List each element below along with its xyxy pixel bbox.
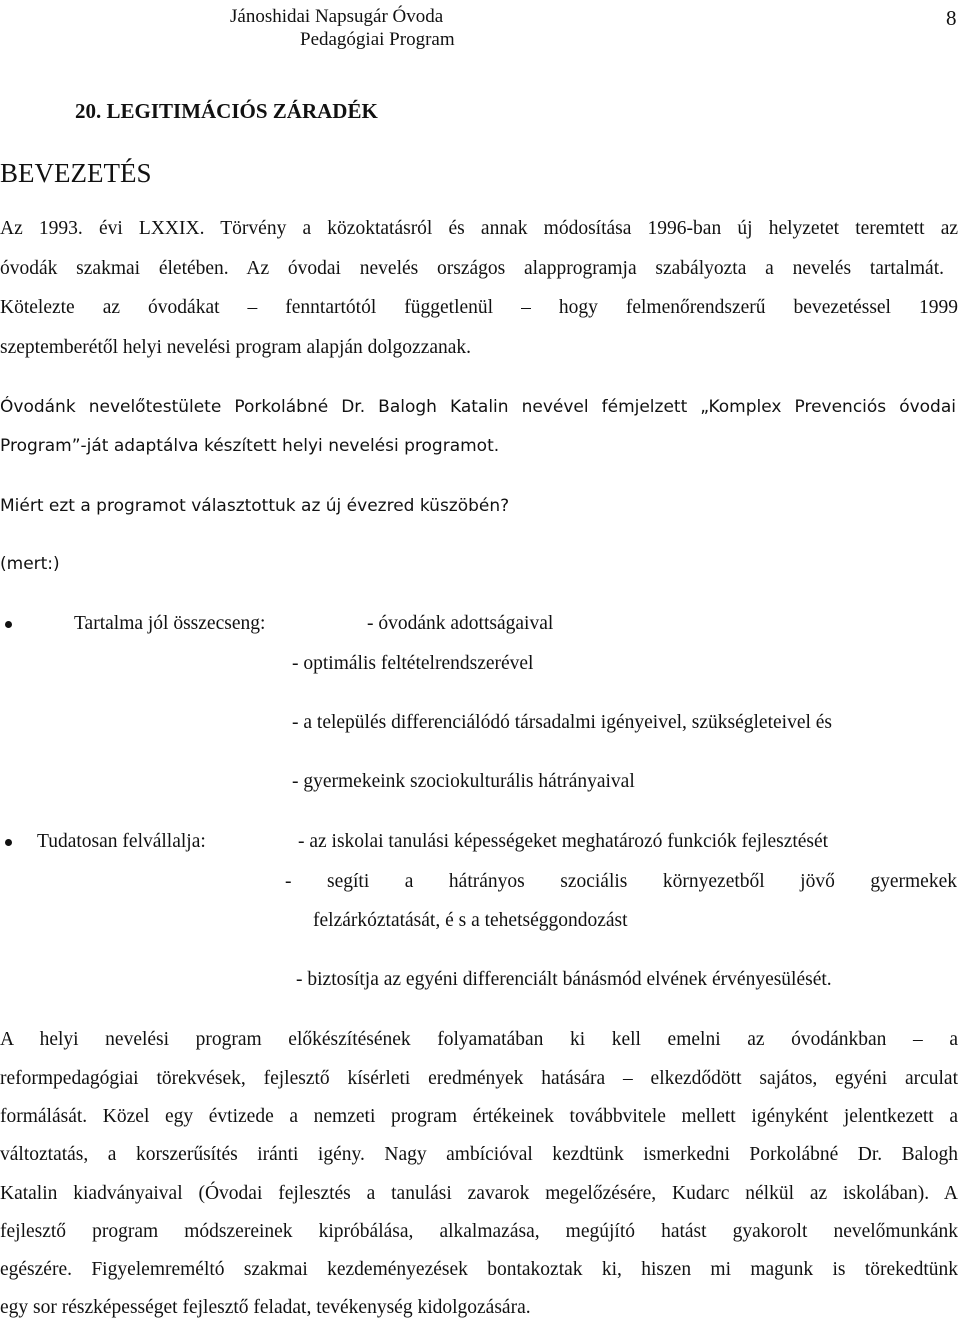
list-item: - segíti a hátrányos szociális környezetből jövő gyermekek xyxy=(285,871,957,892)
paragraph-line: formálását. Közel egy évtizede a nemzeti program értékeinek továbbvitele mellett igényként jelentkezett a xyxy=(0,1106,958,1127)
list-item: - az iskolai tanulási képességeket meghatározó funkciók fejlesztését xyxy=(298,831,829,852)
because-label: (mert:) xyxy=(0,554,60,574)
paragraph-line: szeptemberétől helyi nevelési program alapján dolgozzanak. xyxy=(0,337,472,358)
paragraph-line: Katalin kiadványaival (Óvodai fejlesztés a tanulási zavarok megelőzésére, Kudarc nélkül az iskolában). A xyxy=(0,1183,958,1204)
paragraph-line: változtatás, a korszerűsítés iránti igény. Nagy ambícióval kezdtünk ismerkedni Porkolábné Dr. Balogh xyxy=(0,1144,958,1165)
list-label: Tudatosan felvállalja: xyxy=(37,831,206,852)
paragraph-line: Program”-ját adaptálva készített helyi nevelési programot. xyxy=(0,436,500,456)
list-item: - óvodánk adottságaival xyxy=(367,613,554,634)
list-item: - a település differenciálódó társadalmi igényeivel, szükségleteivel és xyxy=(292,712,833,733)
paragraph-line: Kötelezte az óvodákat – fenntartótól függetlenül – hogy felmenőrendszerű bevezetéssel 1999 xyxy=(0,297,958,318)
list-item: - optimális feltételrendszerével xyxy=(292,653,534,674)
paragraph-line: fejlesztő program módszereinek kipróbálása, alkalmazása, megújító hatást gyakorolt nevelőmunkánk xyxy=(0,1221,958,1242)
header-document-title: Pedagógiai Program xyxy=(300,29,455,50)
intro-heading: BEVEZETÉS xyxy=(0,158,152,188)
header-school-name: Jánoshidai Napsugár Óvoda xyxy=(230,6,444,27)
list-item-continuation: felzárkóztatását, é s a tehetséggondozást xyxy=(313,910,628,931)
paragraph-line: Az 1993. évi LXXIX. Törvény a közoktatásról és annak módosítása 1996-ban új helyzetet teremtett az xyxy=(0,218,958,239)
bullet-icon xyxy=(5,839,12,846)
section-heading: 20. LEGITIMÁCIÓS ZÁRADÉK xyxy=(75,99,378,123)
bullet-icon xyxy=(5,621,12,628)
question-line: Miért ezt a programot választottuk az új évezred küszöbén? xyxy=(0,496,510,516)
paragraph-line: reformpedagógiai törekvések, fejlesztő kísérleti eredmények hatására – elkezdődött sajátos, egyéni arculat xyxy=(0,1068,958,1089)
list-item: - biztosítja az egyéni differenciált bánásmód elvének érvényesülését. xyxy=(296,969,832,990)
page-number: 8 xyxy=(946,6,957,30)
paragraph-line: egészére. Figyelemreméltó szakmai kezdeményezések bontakoztak ki, hiszen mi magunk is törekedtünk xyxy=(0,1259,958,1280)
paragraph-line: A helyi nevelési program előkészítésének folyamatában ki kell emelni az óvodánkban – a xyxy=(0,1029,958,1050)
paragraph-line: egy sor részképességet fejlesztő feladat, tevékenység kidolgozására. xyxy=(0,1297,531,1318)
list-label: Tartalma jól összecseng: xyxy=(74,613,266,634)
paragraph-line: Óvodánk nevelőtestülete Porkolábné Dr. Balogh Katalin nevével fémjelzett „Komplex Prevenciós óvodai xyxy=(0,397,956,417)
list-item: - gyermekeink szociokulturális hátrányaival xyxy=(292,771,635,792)
paragraph-line: óvodák szakmai életében. Az óvodai nevelés országos alapprogramja szabályozta a nevelés tartalmát. xyxy=(0,258,944,279)
